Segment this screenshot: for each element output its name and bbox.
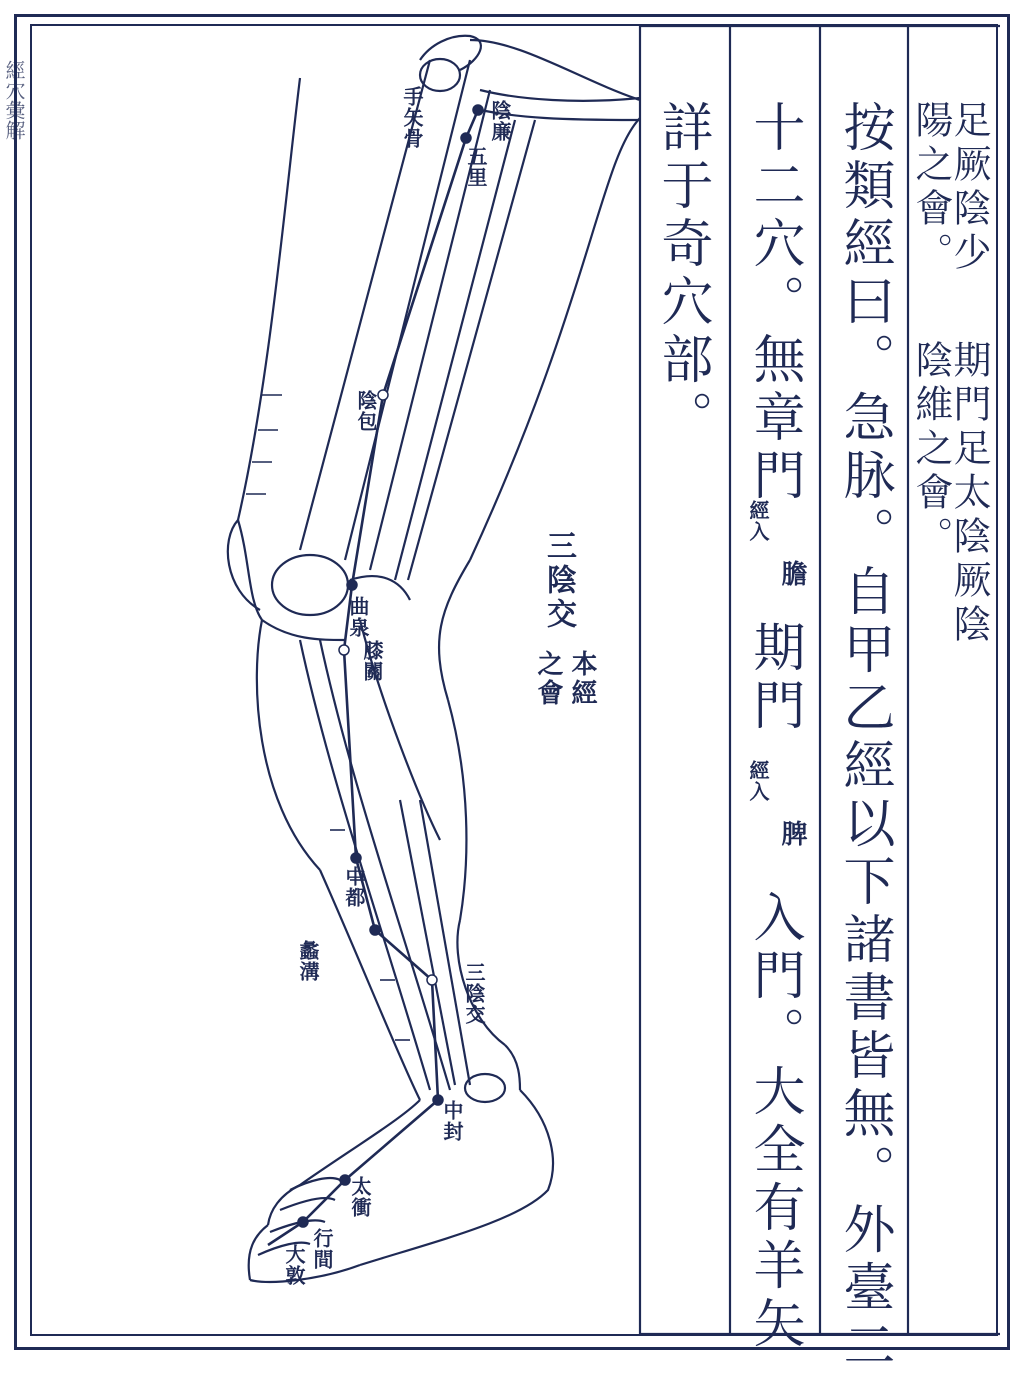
label-zhongdu: 中都 (342, 866, 366, 908)
col4-top: 十二穴。無章門 (744, 100, 804, 506)
col2-line2: 陰維之會。 (909, 340, 953, 560)
point-wuli (461, 133, 471, 143)
center-note-sub1: 本經 (567, 650, 597, 708)
label-taichong: 太衝 (348, 1176, 372, 1218)
label-bone: 手矢骨 (400, 86, 424, 149)
label-yinlian: 陰廉 (488, 100, 512, 142)
col1-line1: 足厥陰少 (947, 100, 991, 276)
label-ligou: 蠡溝 (296, 940, 320, 982)
col1-line2: 陽之會。 (909, 100, 953, 276)
center-note-main: 三陰交 (541, 530, 576, 632)
label-zhongfeng: 中封 (440, 1100, 464, 1142)
label-dadun: 大敦 (282, 1244, 306, 1286)
col2-line1: 期門足太陰厥陰 (947, 340, 991, 648)
point-yinlian (473, 105, 483, 115)
col5-text: 詳于奇穴部。 (652, 100, 712, 448)
label-ququan: 曲泉 (346, 596, 370, 638)
col4-note1: 經入 (746, 500, 770, 542)
label-sanyinjiao: 三陰交 (462, 962, 486, 1025)
col3-text: 按類經曰。急脉。自甲乙經以下諸書皆無。外臺二 (834, 100, 894, 1376)
left-edge-text: 經穴彙解 (2, 60, 26, 140)
label-xiguan: 膝關 (360, 640, 384, 682)
col4-note2: 經入 (746, 760, 770, 802)
point-ququan (347, 580, 357, 590)
col4-mid3: 脾 (777, 820, 807, 849)
col4-mid2: 期門 (744, 620, 804, 736)
center-note-sub2: 之會 (533, 650, 563, 708)
label-wuli: 五里 (464, 146, 488, 188)
point-ligou (370, 925, 380, 935)
point-zhongdu (351, 853, 361, 863)
col4-bottom: 入門。大全有羊矢 (744, 890, 804, 1354)
col4-mid: 膽 (777, 560, 807, 589)
point-xiguan (339, 645, 349, 655)
point-xingjian (298, 1217, 308, 1227)
label-xingjian: 行間 (310, 1228, 334, 1270)
point-sanyinjiao (427, 975, 437, 985)
label-yinbao: 陰包 (354, 390, 378, 432)
